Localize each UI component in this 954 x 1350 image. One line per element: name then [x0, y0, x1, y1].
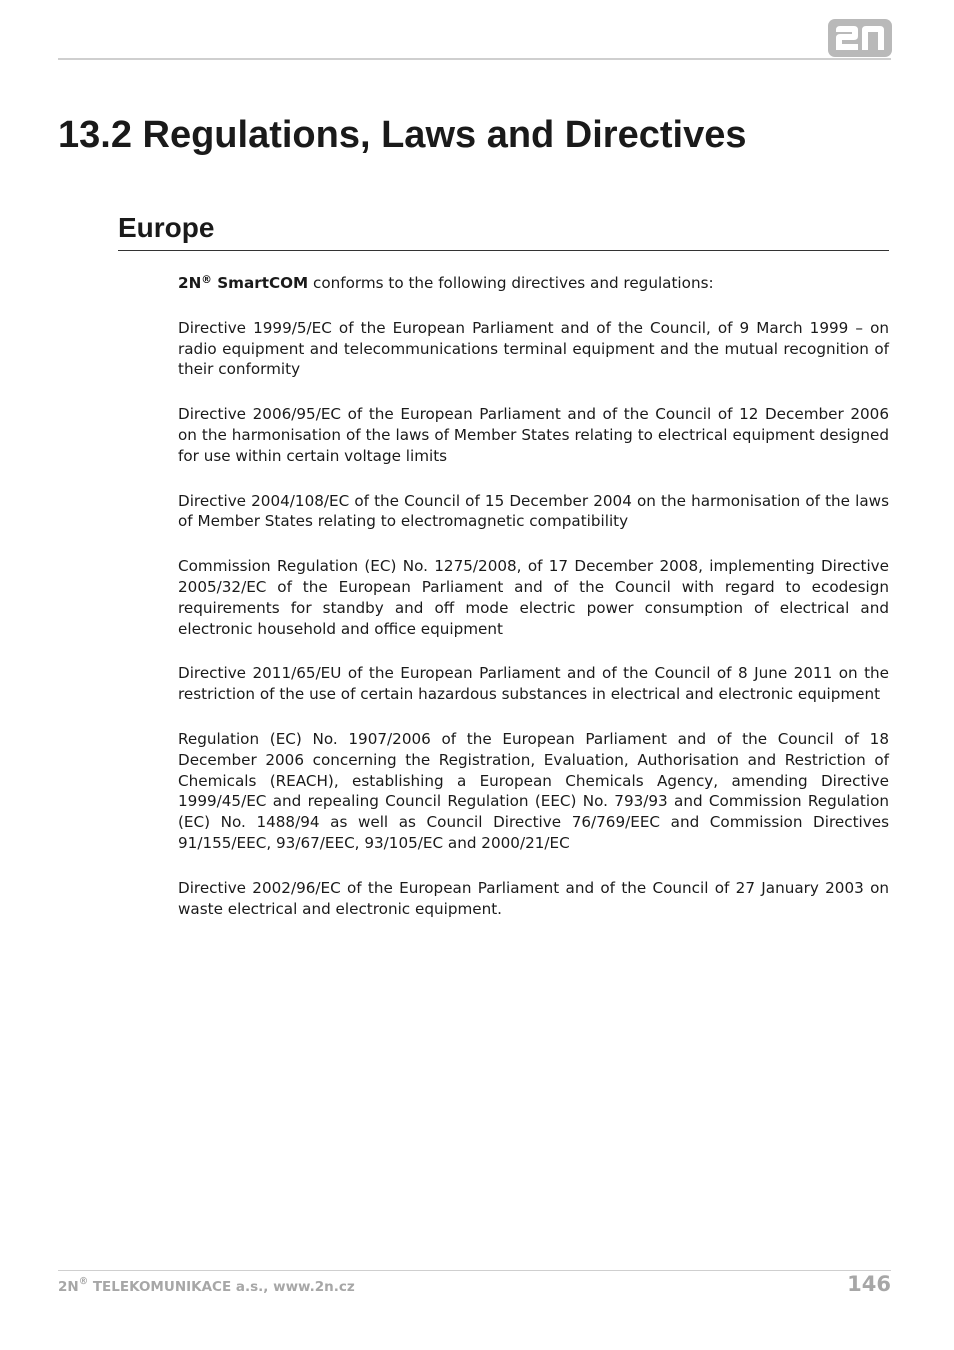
brand-name: 2N® SmartCOM [178, 273, 309, 292]
footer-company: 2N® TELEKOMUNIKACE a.s., www.2n.cz [58, 1276, 355, 1295]
2n-logo [828, 19, 892, 57]
directive-paragraph: Commission Regulation (EC) No. 1275/2008, of 17 December 2008, implementing Directive 2005/32/EC of the European Parliament and of the Council with regard to ecodesign requirements for standby and off mode electric power consumption of electrical and electronic household and office equipment [178, 557, 889, 638]
section-content [178, 273, 889, 943]
directive-paragraph: Directive 1999/5/EC of the European Parliament and of the Council, of 9 March 1999 – on radio equipment and telecommunications terminal equipment and the mutual recognition of their conformity [178, 318, 889, 379]
directive-paragraph: Directive 2011/65/EU of the European Parliament and of the Council of 8 June 2011 on the restriction of the use of certain hazardous substances in electrical and electronic equipment [178, 664, 889, 704]
page-title: 13.2 Regulations, Laws and Directives [58, 114, 747, 156]
footer-rule [58, 1270, 891, 1271]
directive-paragraph: Regulation (EC) No. 1907/2006 of the European Parliament and of the Council of 18 December 2006 concerning the Registration, Evaluation, Authorisation and Restriction of Chemicals (REACH), establishing a European Chemicals Agency, amending Directive 1999/45/EC and repealing Council Regulation (EEC) No. 793/93 and Commission Regulation (EC) No. 1488/94 as well as Council Directive 76/769/EEC and Commission Directives 91/155/EEC, 93/67/EEC, 93/105/EC and 2000/21/EC [178, 729, 889, 852]
section-heading-europe: Europe [118, 210, 889, 251]
directive-paragraph: Directive 2006/95/EC of the European Parliament and of the Council of 12 December 2006 on the harmonisation of the laws of Member States relating to electrical equipment designed for use within certain voltage limits [178, 405, 889, 465]
intro-paragraph [178, 273, 889, 294]
logo-text: 2N [828, 19, 830, 20]
intro-text: conforms to the following directives and regulations: [308, 274, 714, 292]
header-rule [58, 58, 891, 60]
directive-paragraph: Directive 2004/108/EC of the Council of 15 December 2004 on the harmonisation of the laws of Member States relating to electromagnetic compatibility [178, 491, 889, 531]
page-number: 146 [847, 1272, 891, 1296]
directive-paragraph: Directive 2002/96/EC of the European Parliament and of the Council of 27 January 2003 on waste electrical and electronic equipment. [178, 878, 889, 918]
